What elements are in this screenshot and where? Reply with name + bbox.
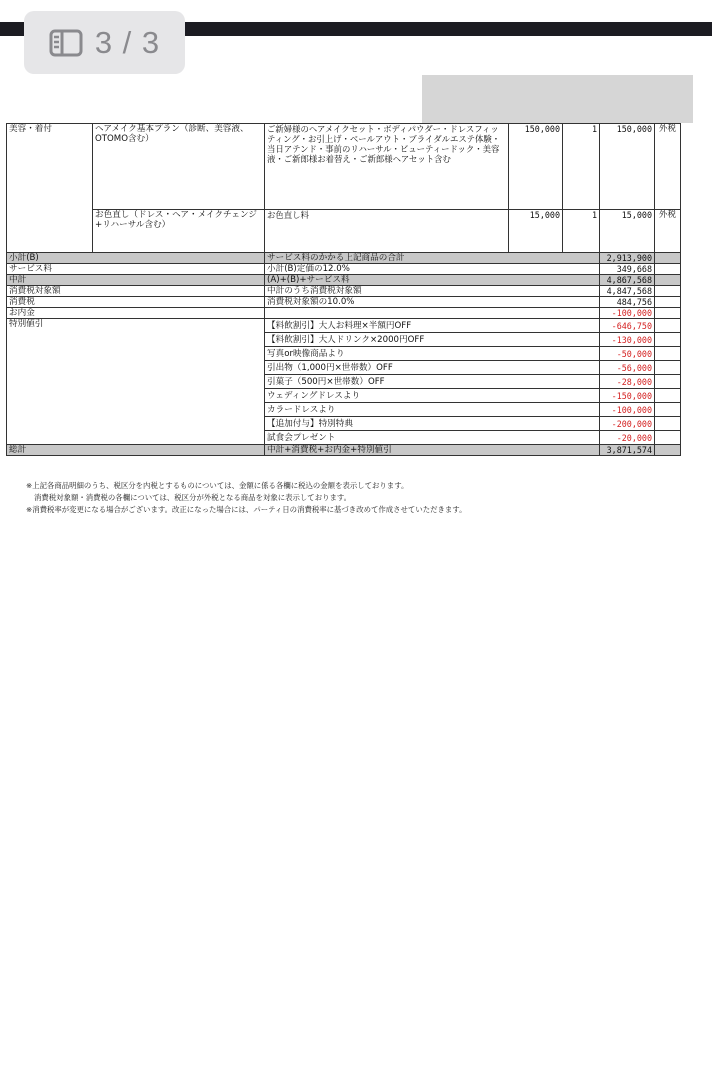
item-category: 美容・着付 [7,124,93,253]
summary-row [7,275,681,286]
footnote: 消費税対象額・消費税の各欄については、税区分が外税となる商品を対象に表示しております。 [34,493,352,502]
summary-label: 消費税対象額 [7,286,265,297]
item-unit-price: 150,000 [509,124,563,210]
discount-value: -50,000 [600,347,655,361]
discount-row [7,319,681,333]
discount-description: 【追加付与】特別特典 [265,417,600,431]
summary-row [7,286,681,297]
summary-label: お内金 [7,308,265,319]
total-description: 中計+消費税+お内金+特別値引 [265,445,600,456]
item-quantity: 1 [563,210,600,253]
sidebar-toggle-icon[interactable] [49,29,83,57]
summary-label: サービス料 [7,264,265,275]
discount-value: -130,000 [600,333,655,347]
discount-value: -28,000 [600,375,655,389]
footnote: ※消費税率が変更になる場合がございます。改正になった場合には、パーティ日の消費税率に基づき改めて作成させていただきます。 [26,505,467,514]
total-label: 総計 [7,445,265,456]
discount-description: 【料飲割引】大人お料理×半額円OFF [265,319,600,333]
summary-row [7,297,681,308]
summary-row [7,308,681,319]
footnote: ※上記各商品明細のうち、税区分を内税とするものについては、金額に係る各欄に税込の金額を表示しております。 [26,481,409,490]
summary-value: 349,668 [600,264,655,275]
summary-description: 中計のうち消費税対象額 [265,286,600,297]
item-name: ヘアメイク基本プラン（診断、美容液、OTOMO含む） [93,124,265,210]
summary-description: 消費税対象額の10.0% [265,297,600,308]
item-amount: 150,000 [600,124,655,210]
redacted-area [422,75,693,123]
discount-description: ウェディングドレスより [265,389,600,403]
discount-description: 写真or映像商品より [265,347,600,361]
discount-value: -20,000 [600,431,655,445]
total-row [7,445,681,456]
discount-value: -56,000 [600,361,655,375]
item-name: お色直し（ドレス・ヘア・メイクチェンジ+リハーサル含む） [93,210,265,253]
discount-label: 特別値引 [7,319,265,445]
item-amount: 15,000 [600,210,655,253]
summary-row [7,264,681,275]
summary-description: (A)+(B)+サービス料 [265,275,600,286]
summary-value: -100,000 [600,308,655,319]
summary-label: 小計(B) [7,253,265,264]
discount-value: -150,000 [600,389,655,403]
summary-value: 2,913,900 [600,253,655,264]
summary-description [265,308,600,319]
summary-value: 484,756 [600,297,655,308]
estimate-table [6,123,681,456]
discount-description: 引出物（1,000円×世帯数）OFF [265,361,600,375]
summary-description: 小計(B)定価の12.0% [265,264,600,275]
item-tax-type: 外税 [655,124,681,210]
summary-label: 中計 [7,275,265,286]
summary-row [7,253,681,264]
item-unit-price: 15,000 [509,210,563,253]
discount-description: 試食会プレゼント [265,431,600,445]
discount-description: カラードレスより [265,403,600,417]
summary-description: サービス料のかかる上記商品の合計 [265,253,600,264]
summary-value: 4,867,568 [600,275,655,286]
summary-value: 4,847,568 [600,286,655,297]
item-description: ご新婦様のヘアメイクセット・ボディパウダー・ドレスフィッティング・お引上げ・ベールアウト・ブライダルエステ体験・当日アテンド・事前のリハーサル・ビューティードック・美容液・ご新郎様お着替え・ご新郎様ヘアセット含む [265,124,509,210]
page-number-label: 3 / 3 [94,24,161,60]
discount-description: 【料飲割引】大人ドリンク×2000円OFF [265,333,600,347]
item-quantity: 1 [563,124,600,210]
item-row [7,210,681,253]
summary-label: 消費税 [7,297,265,308]
page-indicator[interactable] [24,11,185,74]
discount-value: -100,000 [600,403,655,417]
item-description: お色直し料 [265,210,509,253]
discount-description: 引菓子（500円×世帯数）OFF [265,375,600,389]
item-row [7,124,681,210]
discount-value: -646,750 [600,319,655,333]
item-tax-type: 外税 [655,210,681,253]
total-value: 3,871,574 [600,445,655,456]
discount-value: -200,000 [600,417,655,431]
footnotes [26,480,466,516]
